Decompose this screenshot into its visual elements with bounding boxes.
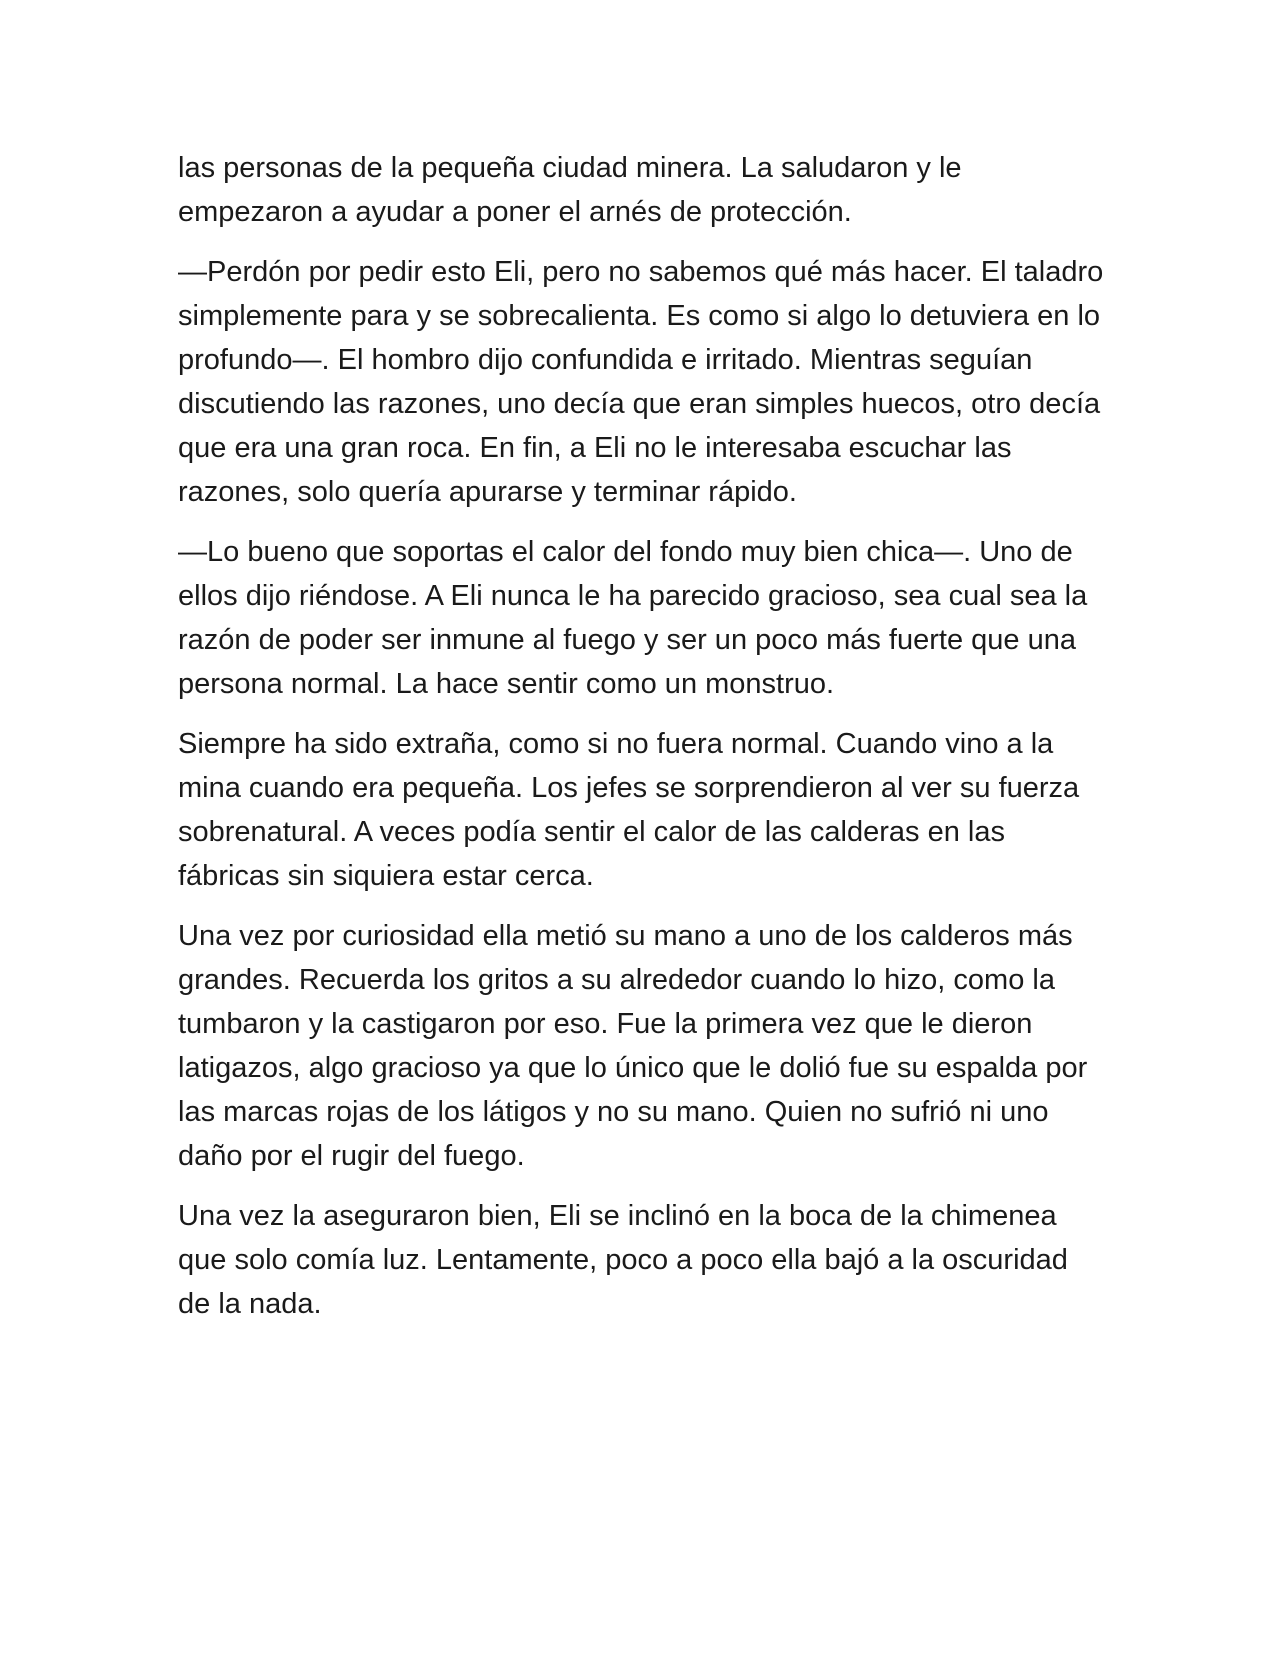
paragraph: —Perdón por pedir esto Eli, pero no sabemos qué más hacer. El taladro simplemente para y se sobrecalienta. Es como si algo lo detuviera en lo profundo—. El hombro dijo confundida e irritado. Mientras seguían discutiendo las razones, uno decía que eran simples huecos, otro decía que era una gran roca. En fin, a Eli no le interesaba escuchar las razones, solo quería apurarse y terminar rápido. <box>178 256 1104 508</box>
paragraph: las personas de la pequeña ciudad minera. La saludaron y le empezaron a ayudar a poner el arnés de protección. <box>178 152 962 228</box>
paragraph: Una vez la aseguraron bien, Eli se inclinó en la boca de la chimenea que solo comía luz. Lentamente, poco a poco ella bajó a la oscuridad de la nada. <box>178 1200 1068 1320</box>
paragraph: Siempre ha sido extraña, como si no fuera normal. Cuando vino a la mina cuando era pequeña. Los jefes se sorprendieron al ver su fuerza sobrenatural. A veces podía sentir el calor de las calderas en las fábricas sin siquiera estar cerca. <box>178 728 1080 892</box>
document-body <box>178 146 1108 1342</box>
paragraph: —Lo bueno que soportas el calor del fondo muy bien chica—. Uno de ellos dijo riéndose. A Eli nunca le ha parecido gracioso, sea cual sea la razón de poder ser inmune al fuego y ser un poco más fuerte que una persona normal. La hace sentir como un monstruo. <box>178 536 1088 700</box>
paragraph: Una vez por curiosidad ella metió su mano a uno de los calderos más grandes. Recuerda los gritos a su alrededor cuando lo hizo, como la tumbaron y la castigaron por eso. Fue la primera vez que le dieron latigazos, algo gracioso ya que lo único que le dolió fue su espalda por las marcas rojas de los látigos y no su mano. Quien no sufrió ni uno daño por el rugir del fuego. <box>178 920 1088 1172</box>
